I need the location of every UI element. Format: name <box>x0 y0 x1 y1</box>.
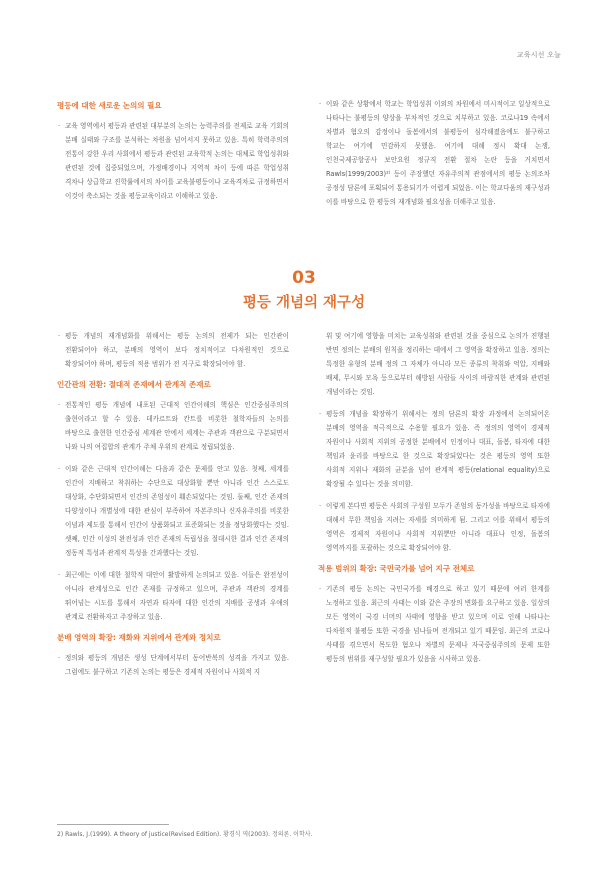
body-paragraph <box>318 329 550 399</box>
paragraph-text: 평등 개념의 재개념화를 위해서는 평등 논의의 전제가 되는 인간관이 전환되어야 하고, 분배의 영역이 보다 정치적이고 다차원적인 것으로 확장되어야 하며, 평등의 적용 범위가 전 지구로 확장되어야 함. <box>65 332 289 368</box>
bullet-marker: · <box>58 401 61 409</box>
subsection-heading: 인간관의 전환: 절대적 존재에서 관계적 존재로 <box>57 380 211 389</box>
paragraph-text: 최근에는 이에 대한 철학적 대안이 활발하게 논의되고 있음. 이들은 완전성이 아니라 관계성으로 인간 존재를 규정하고 있으며, 주관과 객관의 경계를 뛰어넘는 시도를 통해서 자연과 타자에 대한 인간의 지배를 공생과 우애의 관계로 전환하자고 주장하고 있음. <box>65 571 289 621</box>
body-paragraph <box>318 582 550 666</box>
body-paragraph <box>57 651 289 679</box>
subsection-heading: 분배 영역의 확장: 재화와 지위에서 관계와 정치로 <box>57 633 221 642</box>
footnote: 2) Rawls, J.(1999). A theory of justice(Revised Edition). 황경식 역(2003). 정의론. 이학사. <box>57 831 313 838</box>
body-paragraph <box>57 329 289 371</box>
bullet-marker: · <box>319 585 322 593</box>
body-paragraph <box>318 97 550 209</box>
top-left-column <box>57 100 289 211</box>
footnote-rule <box>57 824 169 825</box>
bullet-marker: · <box>58 465 61 473</box>
paragraph-text: 전통적인 평등 개념에 내포된 근대적 인간이해의 핵심은 인간중심주의의 출현이라고 할 수 있음. 데카르트와 칸트를 비롯한 철학자들의 논의를 바탕으로 출현한 인간중심 세계관 안에서 세계는 주관과 객관으로 구분되면서 나와 나의 여집합의 관계가 주체 우위의 관계로 정립되었음. <box>65 401 289 451</box>
body-paragraph <box>318 407 550 491</box>
body-paragraph <box>57 568 289 624</box>
bottom-right-column <box>318 329 550 674</box>
bullet-marker: · <box>58 654 61 662</box>
bullet-marker: · <box>319 100 322 108</box>
bullet-marker: · <box>58 332 61 340</box>
section-title: 평등 개념의 재구성 <box>242 295 366 311</box>
paragraph-text: 교육 영역에서 평등과 관련된 대부분의 논의는 능력주의를 전제로 교육 기회의 분배 실태와 구조를 분석하는 차원을 넘어서지 못하고 있음. 특히 학력주의의 전통이 강한 우리 사회에서 평등과 관련된 교육학적 논의는 대체로 학업성취와 관련된 것에 집중되었으며, 가정배경이나 지역적 차이 등에 따른 학업성취 격차나 상급학교 진학률에서의 차이를 교육불평등이나 교육격차로 규정하면서 이것이 축소되는 것을 평등교육이라고 이해하고 있음. <box>65 122 289 200</box>
bottom-left-column <box>57 329 289 687</box>
bullet-marker: · <box>58 122 61 130</box>
paragraph-text: 이와 같은 근대적 인간이해는 다음과 같은 문제를 안고 있음. 첫째, 세계를 인간이 지배하고 착취하는 수단으로 대상화할 뿐만 아니라 인간 스스로도 대상화, 수단화되면서 인간의 존엄성이 훼손되었다는 것임. 둘째, 인간 존재의 다양성이나 개별성에 대한 관심이 부족하여 자본주의나 신자유주의를 비롯한 이념과 제도를 통해서 인간이 상품화되고 표준화되는 것을 정당화했다는 것임. 셋째, 인간 이성의 완전성과 인간 존재의 독립성을 절대시한 결과 인간 존재의 정동적 특성과 관계적 특성을 간과했다는 것임. <box>65 465 289 557</box>
paragraph-text: 평등의 개념을 확장하기 위해서는 정의 담론의 확장 과정에서 논의되어온 분배의 영역을 적극적으로 수용할 필요가 있음. 즉 정의의 영역이 경제적 자원이나 사회적 지위의 공정한 분배에서 인정이나 대표, 돌봄, 타자에 대한 책임과 윤리를 바탕으로 한 것으로 확장되었다는 것은 평등의 영역 또한 사회적 지위나 재화의 균분을 넘어 관계적 평등(relational equality)으로 확장될 수 있다는 것을 의미함. <box>326 410 550 488</box>
body-paragraph <box>57 462 289 560</box>
bullet-marker: · <box>58 571 61 579</box>
paragraph-text: 위 및 여기에 영향을 미치는 교육성취와 관련된 것을 중심으로 논의가 진행된 반면 정의는 분배의 원칙을 정리하는 데에서 그 영역을 확장하고 있음. 정의는 특정한 유형의 분배 정의 그 자체가 아니라 모든 종류의 착취와 억압, 지배와 배제, 무시와 모욕 등으로부터 해방된 사람들 사이의 바람직한 관계와 관련된 개념이라는 것임. <box>326 332 550 396</box>
top-right-column <box>318 97 550 217</box>
running-header: 교육시선 오늘 <box>516 51 561 59</box>
subsection-heading: 평등에 대한 새로운 논의의 필요 <box>57 101 162 110</box>
bullet-marker: · <box>319 410 322 418</box>
paragraph-text: 정의와 평등의 개념은 생성 단계에서부터 동어반복의 성격을 가지고 있음. 그럼에도 불구하고 기존의 논의는 평등은 경제적 자원이나 사회적 지 <box>65 654 289 676</box>
paragraph-text: 이와 같은 상황에서 학교는 학업성취 이외의 차원에서 미시적이고 일상적으로 나타나는 불평등의 양상을 부차적인 것으로 치부하고 있음. 코로나19 속에서 차별과 혐오의 감정이나 돌봄에서의 불평등이 심각해졌음에도 불구하고 학교는 여기에 민감하지 못했음. 여기에 대해 정시 확대 논쟁, 인천국제공항공사 보안요원 정규직 전환 절차 논란 등을 거치면서 Rawls(1999/2003)²⁾ 등이 주장했던 자유주의적 관점에서의 평등 논의조차 공정성 담론에 포획되어 통용되기가 어렵게 되었음. 이는 학교다움의 재구성과 이를 바탕으로 한 평등의 재개념화 필요성을 더해주고 있음. <box>326 100 550 206</box>
body-paragraph <box>318 499 550 555</box>
bullet-marker: · <box>319 502 322 510</box>
body-paragraph <box>57 398 289 454</box>
subsection-heading: 적용 범위의 확장: 국민국가를 넘어 지구 전체로 <box>318 564 475 573</box>
paragraph-text: 기존의 평등 논의는 국민국가를 배경으로 하고 있기 때문에 여러 한계를 노정하고 있음. 최근의 사태는 이와 같은 주장의 변화를 요구하고 있음. 일상의 모든 영역이 국경 너머의 사태에 영향을 받고 있으며 이로 인해 나타나는 다차원적 불평등 또한 국경을 넘나들며 전개되고 있기 때문임. 최근의 코로나 사태를 겪으면서 목도한 혐오나 차별의 문제나 자국중심주의의 문제 또한 평등의 범위를 재구성할 필요가 있음을 시사하고 있음. <box>326 585 550 663</box>
section-number: 03 <box>292 268 316 288</box>
body-paragraph <box>57 119 289 203</box>
paragraph-text: 이렇게 본다면 평등은 사회의 구성원 모두가 존엄의 동가성을 바탕으로 타자에 대해서 무한 책임을 지려는 자세를 의미하게 됨. 그리고 이를 위해서 평등의 영역은 경제적 자원이나 사회적 지위뿐만 아니라 대표나 인정, 돌봄의 영역까지를 포괄하는 것으로 확장되어야 함. <box>326 502 550 552</box>
